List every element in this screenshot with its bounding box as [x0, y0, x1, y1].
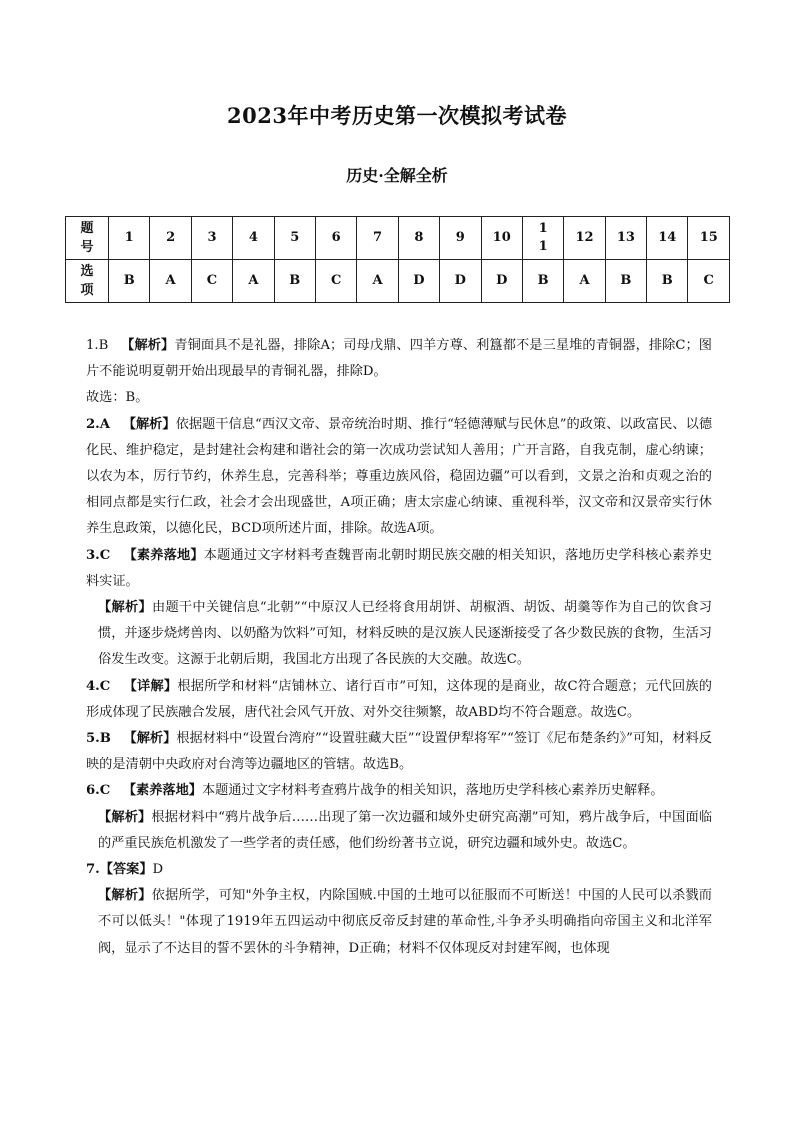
table-cell: 9 — [440, 217, 481, 260]
item-number: 7. — [86, 862, 100, 878]
table-cell: 8 — [398, 217, 439, 260]
row-header-answer: 选 项 — [66, 260, 109, 303]
item-text: 青铜面具不是礼器，排除A；司母戊鼎、四羊方尊、利簋都不是三星堆的青铜器，排除C；图片不能说明夏朝开始出现最早的青铜礼器，排除D。 — [86, 338, 712, 380]
page-title: 2023年中考历史第一次模拟考试卷 — [227, 103, 567, 128]
answer-table — [65, 216, 730, 303]
item-number: 6.C — [86, 783, 111, 799]
answer-row — [66, 260, 730, 303]
explanation-item-3-analysis — [86, 595, 712, 674]
item-conclusion: 故选：B。 — [86, 390, 149, 406]
item-number: 5.B — [86, 731, 111, 747]
explanation-item-7-analysis — [86, 883, 712, 962]
item-text: 本题通过文字材料考查魏晋南北朝时期民族交融的相关知识，落地历史学科核心素养史料实证。 — [86, 547, 713, 589]
explanation-item-1 — [86, 333, 712, 385]
table-cell: 13 — [605, 217, 646, 260]
table-cell: 15 — [688, 217, 730, 260]
explanation-item-4 — [86, 674, 712, 726]
table-cell: D — [398, 260, 439, 303]
table-cell: 3 — [191, 217, 232, 260]
table-cell: 10 — [481, 217, 522, 260]
item-tag: 【素养落地】 — [123, 547, 204, 563]
item-tag: 【素养落地】 — [122, 783, 202, 799]
explanation-item-6 — [86, 778, 712, 804]
item-number: 1.B — [86, 338, 109, 353]
table-cell: 2 — [150, 217, 191, 260]
item-text: 依据所学，可知"外争主权，内除国贼.中国的土地可以征服而不可断送！中国的人民可以杀戮而不可以低头！"体现了1919年五四运动中彻底反帝反封建的革命性,斗争矛头明确指向帝国主义和北洋军阀，显示了不达目的誓不罢休的斗争精神，D正确；材料不仅体现反对封建军阀，也体现 — [98, 888, 712, 956]
table-cell: 14 — [647, 217, 688, 260]
table-cell: 4 — [233, 217, 274, 260]
table-cell: A — [564, 260, 605, 303]
item-tag: 【解析】 — [122, 416, 176, 432]
item-text: 本题通过文字材料考查鸦片战争的相关知识，落地历史学科核心素养历史解释。 — [201, 783, 664, 799]
table-cell: B — [522, 260, 563, 303]
table-cell: 1 1 — [522, 217, 563, 260]
item-number: 4.C — [86, 678, 111, 694]
table-cell: B — [109, 260, 150, 303]
explanation-item-1-conclusion — [86, 385, 712, 411]
explanation-item-3 — [86, 543, 712, 595]
item-text: 根据材料中“设置台湾府”“设置驻藏大臣”“设置伊犁将军”“签订《尼布楚条约》”可知，材料反映的是清朝中央政府对台湾等边疆地区的管辖。故选B。 — [86, 731, 712, 773]
table-cell: 6 — [315, 217, 356, 260]
item-text: 根据所学和材料“店铺林立、诸行百市”可知，这体现的是商业，故C符合题意；元代回族的形成体现了民族融合发展，唐代社会风气开放、对外交往频繁，故ABD均不符合题意。故选C。 — [86, 678, 712, 720]
table-cell: B — [605, 260, 646, 303]
table-cell: A — [357, 260, 398, 303]
table-cell: C — [315, 260, 356, 303]
table-cell: D — [440, 260, 481, 303]
table-cell: B — [647, 260, 688, 303]
table-cell: D — [481, 260, 522, 303]
item-text: 根据材料中“鸦片战争后……出现了第一次边疆和域外史研究高潮”可知，鸦片战争后，中国面临的严重民族危机激发了一些学者的责任感，他们纷纷著书立说，研究边疆和域外史。故选C。 — [98, 809, 713, 851]
explanation-body — [86, 333, 712, 962]
table-cell: C — [191, 260, 232, 303]
item-number: 2.A — [86, 416, 110, 432]
table-cell: A — [150, 260, 191, 303]
table-cell: C — [688, 260, 730, 303]
explanation-item-5 — [86, 726, 712, 778]
table-cell: B — [274, 260, 315, 303]
table-cell: 12 — [564, 217, 605, 260]
item-tag: 【解析】 — [98, 888, 152, 904]
explanation-item-7 — [86, 857, 712, 883]
question-number-row — [66, 217, 730, 260]
item-text: 由题干中关键信息“北朝”“中原汉人已经将食用胡饼、胡椒酒、胡饭、胡羹等作为自己的饮食习惯，并逐步烧烤兽肉、以奶酪为饮料”可知，材料反映的是汉族人民逐渐接受了各少数民族的食物，生活习俗发生改变。这源于北朝后期，我国北方出现了各民族的大交融。故选C。 — [98, 600, 712, 668]
item-tag: 【答案】 — [99, 862, 153, 878]
item-tag: 【详解】 — [123, 678, 178, 694]
table-cell: A — [233, 260, 274, 303]
item-text: 依据题干信息“西汉文帝、景帝统治时期、推行“轻德薄赋与民休息”的政策、以政富民、以德化民、维护稳定，是封建社会构建和谐社会的第一次成功尝试知人善用；广开言路，自我克制，虚心纳谏；以农为本，厉行节约，休养生息，完善科举；尊重边族风俗，稳固边疆”可以看到，文景之治和贞观之治的相同点都是实行仁政，社会才会出现盛世，A项正确；唐太宗虚心纳谏、重视科举，汉文帝和汉景帝实行休养生息政策，以德化民，BCD项所述片面，排除。故选A项。 — [86, 416, 713, 537]
explanation-item-2 — [86, 412, 712, 543]
item-tag: 【解析】 — [98, 600, 152, 616]
table-cell: 5 — [274, 217, 315, 260]
item-tag: 【解析】 — [123, 731, 177, 747]
page-subtitle: 历史·全解全析 — [346, 166, 448, 185]
explanation-item-6-analysis — [86, 805, 712, 857]
item-number: 3.C — [86, 547, 111, 563]
row-header-number: 题 号 — [66, 217, 109, 260]
item-tag: 【解析】 — [98, 809, 152, 825]
table-cell: 1 — [109, 217, 150, 260]
table-cell: 7 — [357, 217, 398, 260]
item-tag: 【解析】 — [121, 338, 175, 353]
item-text: D — [152, 862, 164, 878]
